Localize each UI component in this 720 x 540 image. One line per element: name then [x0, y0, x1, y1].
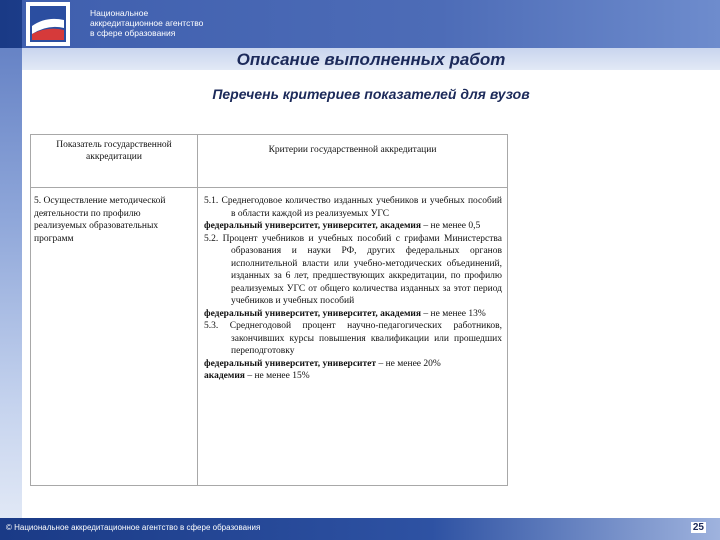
left-decorative-stripe — [0, 0, 22, 540]
req-bold: федеральный университет, университет, академия — [204, 221, 422, 231]
footer-copyright: © Национальное аккредитационное агентство в сфере образования — [6, 523, 261, 532]
criteria-table — [30, 134, 508, 486]
org-line-2: аккредитационное агентство — [90, 18, 204, 28]
req-bold: федеральный университет, университет, академия — [204, 308, 422, 319]
page-title: Описание выполненных работ — [236, 50, 506, 69]
org-line-3: в сфере образования — [90, 28, 176, 38]
criterion-5-2: 5.2. Процент учебников и учебных пособий с грифами Министерства образования и науки РФ, других федеральных органов исполнительной власти или учебно-методических объединений, изданных за 6 лет, предшествующих аккредитации, по профилю реализуемых УГС от общего количества изданных за этот период учебников и учебных пособий — [204, 233, 502, 306]
table-header-indicator: Показатель государственной аккредитации — [56, 140, 172, 162]
page-subtitle: Перечень критериев показателей для вузов — [212, 86, 530, 102]
table-header-criteria: Критерии государственной аккредитации — [268, 145, 437, 155]
criterion-5-2-requirement — [204, 308, 502, 321]
req-bold: федеральный университет, университет — [204, 358, 377, 369]
criterion-5-3-requirement — [204, 358, 502, 371]
agency-logo — [26, 2, 70, 46]
req-value: – не менее 0,5 — [421, 221, 481, 231]
req-bold: академия — [204, 371, 245, 381]
req-value: – не менее 15% — [244, 371, 310, 381]
org-name — [90, 8, 290, 38]
table-row-indicator: 5. Осуществление методической деятельности по профилю реализуемых образовательных программ — [34, 196, 166, 244]
page-number: 25 — [692, 522, 704, 533]
table-header-divider — [31, 187, 507, 188]
table-row-criteria — [204, 195, 502, 383]
criterion-5-3: 5.3. Среднегодовой процент научно-педагогических работников, закончивших курсы повышения квалификации или прошедших переподготовку — [204, 321, 502, 356]
criterion-5-3-academy-requirement — [204, 370, 502, 383]
org-line-1: Национальное — [90, 8, 149, 18]
req-value: – не менее 20% — [376, 358, 441, 369]
req-value: – не менее 13% — [421, 308, 486, 319]
criterion-5-1: 5.1. Среднегодовое количество изданных учебников и учебных пособий в области каждой из реализуемых УГС — [204, 196, 502, 219]
criterion-5-1-requirement — [204, 220, 502, 233]
